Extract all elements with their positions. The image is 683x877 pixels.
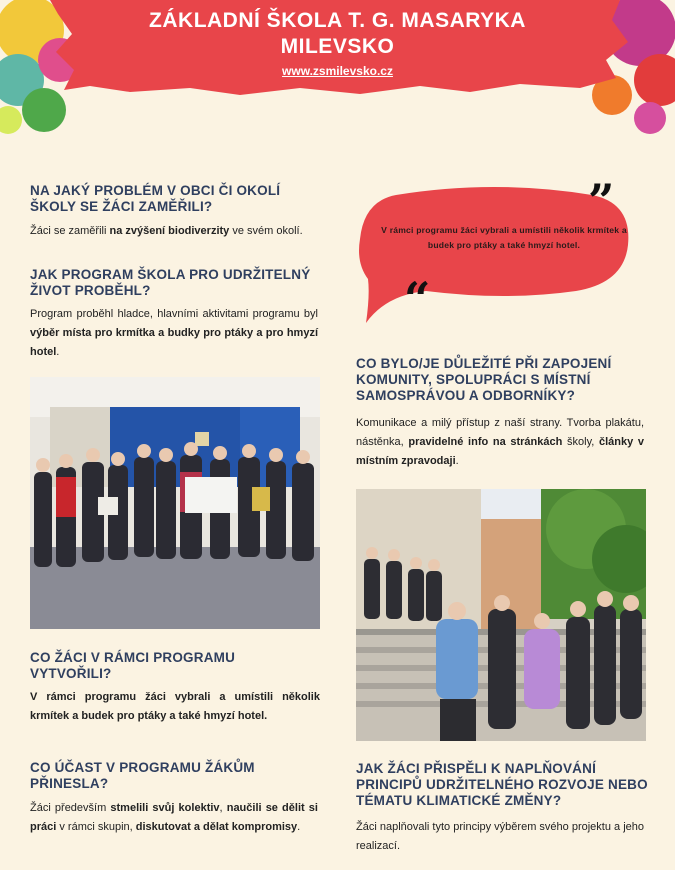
school-name-line2: MILEVSKO xyxy=(280,35,395,58)
q3-heading: CO ŽÁCI V RÁMCI PROGRAMU VYTVOŘILI? xyxy=(30,650,236,681)
classroom-group-photo xyxy=(30,377,320,629)
header-banner xyxy=(0,0,675,150)
q5-text: Komunikace a milý přístup z naší strany. Tvorba plakátu, nástěnka, pravidelné info na stránkách školy, články v místním zpravodaji. xyxy=(356,417,645,467)
outdoor-ceremony-photo xyxy=(356,489,646,741)
q3-text: V rámci programu žáci vybrali a umístili několik krmítek a budek pro ptáky a také hmyzí hotel. xyxy=(30,691,320,722)
q1-heading: NA JAKÝ PROBLÉM V OBCI ČI OKOLÍ ŠKOLY SE ŽÁCI ZAMĚŘILI? xyxy=(30,183,281,214)
q4-heading: CO ÚČAST V PROGRAMU ŽÁKŮM PŘINESLA? xyxy=(30,760,255,791)
q1-text: Žáci se zaměřili na zvýšení biodiverzity ve svém okolí. xyxy=(30,225,303,237)
q6-heading: JAK ŽÁCI PŘISPĚLI K NAPLŇOVÁNÍ PRINCIPŮ UDRŽITELNÉHO ROZVOJE NEBO TÉMATU KLIMATICKÉ ZMĚNY? xyxy=(356,761,648,808)
q5-heading: CO BYLO/JE DŮLEŽITÉ PŘI ZAPOJENÍ KOMUNITY, SPOLUPRÁCI S MÍSTNÍ SAMOSPRÁVOU A ODBORNÍKY? xyxy=(356,356,612,403)
closing-quote-icon: ” xyxy=(588,174,615,228)
school-website-link[interactable]: www.zsmilevsko.cz xyxy=(282,64,393,78)
page-edge xyxy=(675,0,683,877)
q6-text: Žáci naplňovali tyto principy výběrem svého projektu a jeho realizací. xyxy=(356,821,644,852)
q4-text: Žáci především stmelili svůj kolektiv, naučili se dělit si práci v rámci skupin, diskutovat a dělat kompromisy. xyxy=(30,802,318,833)
q2-heading: JAK PROGRAM ŠKOLA PRO UDRŽITELNÝ ŽIVOT PROBĚHL? xyxy=(30,267,311,298)
bubble-quote-text: V rámci programu žáci vybrali a umístili několik krmítek a budek pro ptáky a také hmyzí hotel. xyxy=(381,225,627,250)
opening-quote-icon: “ xyxy=(404,272,431,326)
q2-text: Program proběhl hladce, hlavními aktivitami programu byl výběr místa pro krmítka a budky pro ptáky a pro hmyzí hotel. xyxy=(30,308,318,358)
school-name-line1: ZÁKLADNÍ ŠKOLA T. G. MASARYKA xyxy=(149,9,526,32)
